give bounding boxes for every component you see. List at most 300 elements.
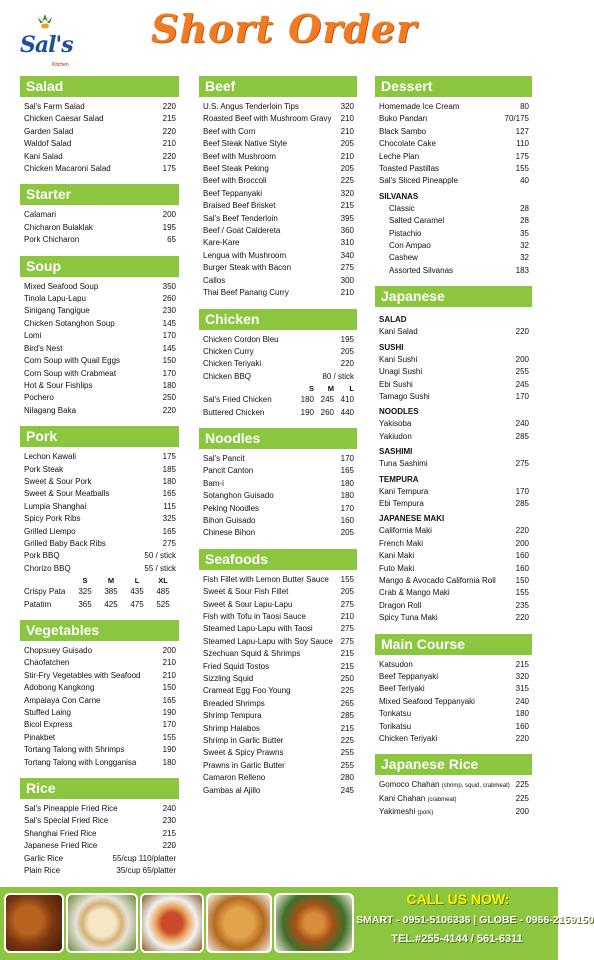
item-name: Chicken Cordon Bleu — [203, 334, 279, 344]
item-name: Kare-Kare — [203, 238, 240, 248]
item-name: Sweet & Sour Fish Fillet — [203, 587, 289, 597]
item-price: 255 — [340, 748, 354, 758]
item-name: Corn Soup with Crabmeat — [24, 368, 117, 378]
item-price: 275 — [162, 538, 176, 548]
menu-item — [20, 368, 179, 380]
item-price: 210 — [340, 288, 354, 298]
item-name: Mango & Avocado California Roll — [379, 575, 496, 585]
menu-item — [375, 431, 532, 443]
item-name: Tamago Sushi — [379, 391, 430, 401]
item-price: 310 — [340, 238, 354, 248]
item-price: 285 — [340, 711, 354, 721]
menu-item — [375, 366, 532, 378]
menu-item — [199, 698, 357, 710]
item-price: 180 — [162, 380, 176, 390]
item-price: 180 — [340, 491, 354, 501]
menu-item — [199, 346, 357, 358]
item-name: Spicy Pork Ribs — [24, 514, 81, 524]
item-price: 170 — [340, 503, 354, 513]
menu-item — [375, 696, 532, 708]
section-starter — [20, 184, 179, 246]
item-price: 150 — [162, 356, 176, 366]
menu-item — [20, 682, 179, 694]
menu-item — [20, 305, 179, 317]
food-photo-2 — [66, 893, 138, 953]
item-price: 225 — [340, 736, 354, 746]
item-name: Classic — [389, 203, 415, 213]
menu-item — [375, 671, 532, 683]
item-name: Steamed Lapu-Lapu with Taosi — [203, 624, 313, 634]
size-header — [199, 383, 357, 394]
menu-item — [20, 451, 179, 463]
item-price: 240 — [515, 696, 529, 706]
section-pork — [20, 426, 179, 611]
item-price: 285 — [515, 431, 529, 441]
item-name: Kani Maki — [379, 551, 415, 561]
menu-item — [375, 113, 532, 125]
item-name: Burger Steak with Bacon — [203, 263, 292, 273]
menu-item — [199, 334, 357, 346]
section-soup — [20, 256, 179, 417]
menu-item — [20, 138, 179, 150]
section-japanese-rice — [375, 754, 532, 819]
menu-item — [199, 478, 357, 490]
menu-item — [375, 458, 532, 470]
menu-item — [199, 407, 357, 419]
item-name: Mixed Seafood Soup — [24, 281, 99, 291]
item-price: 220 — [162, 405, 176, 415]
subsection-header: NOODLES — [379, 407, 419, 417]
item-price: 275 — [340, 624, 354, 634]
item-name: Lumpia Shanghai — [24, 501, 87, 511]
item-price: 80 — [520, 102, 529, 111]
menu-item — [199, 586, 357, 598]
item-price: 250 — [340, 674, 354, 684]
item-price: 32 — [520, 253, 529, 263]
item-name: Fish with Tofu in Taosi Sauce — [203, 612, 306, 621]
menu-item — [375, 575, 532, 587]
item-price: 215 — [340, 661, 354, 671]
menu-item — [199, 661, 357, 673]
item-price: 155 — [162, 732, 176, 742]
item-price: 200 — [162, 646, 176, 655]
item-name: Chaofatchen — [24, 658, 70, 668]
item-name: Chicken Macaroni Salad — [24, 164, 111, 174]
item-name: Sizzling Squid — [203, 674, 254, 684]
item-name: Adobong Kangkong — [24, 683, 95, 693]
menu-item — [199, 685, 357, 697]
item-price: 320 — [340, 188, 354, 198]
size-label: XL — [158, 576, 168, 586]
item-price: 275 — [340, 263, 354, 273]
item-name: Bam-i — [203, 478, 224, 488]
menu-item — [20, 281, 179, 293]
menu-item — [375, 587, 532, 599]
item-name: Ebi Tempura — [379, 498, 424, 508]
item-note: (pork) — [417, 810, 434, 817]
menu-item — [20, 318, 179, 330]
item-name: Black Sambo — [379, 126, 427, 136]
menu-item — [199, 710, 357, 722]
item-price: 275 — [340, 636, 354, 646]
menu-item — [199, 237, 357, 249]
item-price: 300 — [340, 275, 354, 285]
menu-item — [199, 490, 357, 502]
menu-item — [20, 586, 179, 598]
item-price: 170 — [162, 720, 176, 730]
menu-item — [375, 563, 532, 575]
item-price: 175 — [162, 164, 176, 174]
item-name: Pork BBQ — [24, 551, 60, 561]
item-price: 205 — [340, 587, 354, 597]
item-name: Lomi — [24, 331, 42, 341]
item-name: Callos — [203, 275, 226, 285]
item-name: Gomoco Chahan (shrimp, squid, crabmeat) — [379, 780, 510, 790]
menu-item — [20, 101, 179, 113]
menu-item — [20, 550, 179, 562]
item-name: Pinakbet — [24, 732, 56, 742]
section-japanese — [375, 286, 532, 624]
item-note: (crabmeat) — [427, 796, 457, 803]
item-name: Pistachio — [389, 228, 422, 238]
menu-item — [199, 262, 357, 274]
item-name: Assorted Silvanas — [389, 265, 454, 275]
menu-item — [375, 379, 532, 391]
menu-item — [20, 405, 179, 417]
menu-item — [20, 151, 179, 163]
item-price: 175 — [162, 452, 176, 462]
menu-item — [20, 209, 179, 221]
menu-item — [375, 708, 532, 720]
item-name: Leche Plan — [379, 151, 420, 161]
item-price: 150 — [515, 575, 529, 585]
item-name: Unagi Sushi — [379, 367, 423, 377]
item-price: 225 — [340, 686, 354, 696]
menu-item — [375, 486, 532, 498]
item-price: 50 / stick — [144, 551, 176, 561]
item-name: Garlic Rice — [24, 853, 64, 863]
menu-item — [20, 865, 179, 877]
item-name: Tortang Talong with Shrimps — [24, 745, 125, 755]
item-price: 200 — [162, 210, 176, 220]
item-name: Yakimeshi (pork) — [379, 807, 434, 817]
item-price: 180 — [340, 478, 354, 488]
menu-item — [199, 636, 357, 648]
item-price: 28 — [520, 203, 529, 213]
item-price: 230 — [162, 816, 176, 826]
item-name: Toasted Pastillas — [379, 164, 440, 174]
menu-item — [375, 600, 532, 612]
menu-item — [20, 670, 179, 682]
menu-column-1 — [20, 76, 179, 887]
menu-item — [199, 113, 357, 125]
menu-item — [375, 538, 532, 550]
item-price: 220 — [515, 734, 529, 744]
menu-item — [199, 250, 357, 262]
item-name: Peking Noodles — [203, 503, 260, 513]
menu-item — [199, 213, 357, 225]
menu-item — [199, 200, 357, 212]
item-name: Ebi Sushi — [379, 379, 413, 389]
menu-item — [20, 501, 179, 513]
item-price: 195 — [162, 222, 176, 232]
item-name: Kani Salad — [379, 327, 418, 337]
menu-item — [199, 785, 357, 797]
item-name: Kani Chahan (crabmeat) — [379, 793, 457, 803]
item-price: 225 — [515, 780, 529, 790]
footer-banner — [0, 887, 594, 960]
menu-item — [20, 840, 179, 852]
item-price: 320 — [340, 102, 354, 111]
menu-item — [20, 732, 179, 744]
menu-item — [375, 806, 532, 819]
item-name: Chicken Teriyaki — [379, 734, 438, 744]
item-price: 165 — [162, 489, 176, 499]
menu-item — [375, 326, 532, 338]
menu-item — [20, 222, 179, 234]
menu-item — [199, 623, 357, 635]
menu-item — [375, 138, 532, 150]
section-chicken — [199, 309, 357, 419]
menu-item — [199, 574, 357, 586]
item-price: 275 — [515, 459, 529, 469]
item-price: 55/cup 110/platter — [112, 853, 176, 863]
item-name: Szechuan Squid & Shrimps — [203, 649, 301, 659]
subsection-header: SILVANAS — [379, 191, 419, 201]
menu-column-3 — [375, 76, 532, 829]
item-price: 110 — [516, 139, 529, 149]
item-price: 183 — [515, 265, 529, 275]
item-price: 210 — [162, 139, 176, 149]
item-name: Sal's Fried Chicken — [203, 395, 272, 405]
item-price: 235 — [515, 600, 529, 610]
item-name: Beef Teriyaki — [379, 684, 425, 694]
menu-item — [375, 354, 532, 366]
item-name: Crispy Pata — [24, 587, 66, 597]
item-name: French Maki — [379, 538, 424, 548]
item-name: Buko Pandan — [379, 114, 428, 124]
menu-item — [20, 757, 179, 769]
menu-item — [20, 513, 179, 525]
item-name: Pork Chicharon — [24, 235, 80, 245]
menu-item — [199, 126, 357, 138]
item-price: 440 — [340, 407, 354, 417]
item-name: Fish Fillet with Lemon Butter Sauce — [203, 574, 329, 584]
menu-item — [20, 645, 179, 657]
item-price: 32 — [520, 241, 529, 251]
item-price: 190 — [162, 745, 176, 755]
page-title: Short Order — [150, 6, 418, 51]
item-price: 320 — [515, 672, 529, 681]
menu-item — [199, 465, 357, 477]
menu-item — [20, 163, 179, 175]
item-name: Chorizo BBQ — [24, 563, 71, 573]
item-name: Buttered Chicken — [203, 407, 265, 417]
food-photo-4 — [206, 893, 272, 953]
item-price: 127 — [515, 126, 529, 136]
menu-item — [199, 503, 357, 515]
menu-item — [20, 476, 179, 488]
item-price: 185 — [162, 464, 176, 474]
menu-item — [375, 779, 532, 792]
item-price: 165 — [162, 695, 176, 705]
section-header: Vegetables — [20, 620, 179, 641]
menu-item — [199, 673, 357, 685]
item-name: Japanese Fried Rice — [24, 841, 98, 851]
menu-item — [375, 721, 532, 733]
item-price: 215 — [162, 828, 176, 838]
menu-item — [199, 138, 357, 150]
item-name: Mixed Seafood Teppanyaki — [379, 696, 475, 706]
section-noodles — [199, 428, 357, 540]
item-price: 245 — [320, 395, 334, 405]
item-price: 210 — [162, 670, 176, 680]
item-name: Shrimp Tempura — [203, 711, 262, 721]
item-price: 150 — [162, 683, 176, 693]
item-price: 160 — [340, 515, 354, 525]
item-price: 255 — [515, 367, 529, 377]
menu-item — [199, 772, 357, 784]
size-label: M — [107, 576, 115, 586]
item-price: 220 — [515, 327, 529, 337]
item-name: Beef Steak Peking — [203, 164, 269, 174]
item-price: 250 — [162, 393, 176, 403]
item-name: U.S. Angus Tenderloin Tips — [203, 102, 299, 111]
phone-numbers: SMART - 0951-5106336 | GLOBE - 0966-2159150 — [356, 914, 594, 926]
item-price: 220 — [340, 359, 354, 369]
section-beef — [199, 76, 357, 300]
item-price: 210 — [340, 151, 354, 161]
menu-item — [20, 853, 179, 865]
item-price: 200 — [515, 354, 529, 364]
item-price: 180 — [162, 476, 176, 486]
item-name: Braised Beef Brisket — [203, 201, 276, 211]
item-price: 215 — [340, 649, 354, 659]
item-name: Gambas al Ajillo — [203, 785, 261, 795]
subsection-header: SALAD — [379, 315, 407, 325]
menu-item — [20, 563, 179, 575]
item-price: 55 / stick — [144, 563, 176, 573]
menu-item — [375, 391, 532, 403]
menu-item — [375, 498, 532, 510]
item-price: 170 — [340, 453, 354, 463]
item-price: 160 — [515, 721, 529, 731]
item-name: Shrimp Halabos — [203, 723, 260, 733]
item-name: Sal's Pancit — [203, 453, 245, 463]
item-name: Lechon Kawali — [24, 452, 77, 462]
item-price: 280 — [340, 773, 354, 783]
menu-column-2 — [199, 76, 357, 806]
menu-item — [199, 599, 357, 611]
menu-item — [199, 453, 357, 465]
item-price: 260 — [320, 407, 334, 417]
item-price: 35 — [520, 228, 529, 238]
menu-item — [20, 828, 179, 840]
menu-item — [375, 683, 532, 695]
section-dessert — [375, 76, 532, 277]
item-name: Stir-Fry Vegetables with Seafood — [24, 670, 141, 680]
item-name: Sweet & Sour Meatballs — [24, 489, 110, 499]
item-price: 170 — [162, 368, 176, 378]
section-rice — [20, 778, 179, 877]
item-price: 425 — [104, 599, 118, 609]
menu-item — [375, 659, 532, 671]
menu-item — [375, 215, 532, 227]
item-price: 245 — [515, 379, 529, 389]
item-name: Crab & Mango Maki — [379, 588, 450, 598]
item-price: 145 — [162, 343, 176, 353]
item-price: 240 — [515, 419, 529, 429]
item-price: 200 — [515, 807, 529, 817]
menu-item — [199, 648, 357, 660]
item-price: 225 — [340, 176, 354, 186]
section-header: Beef — [199, 76, 357, 97]
menu-item — [375, 733, 532, 745]
menu-item — [199, 760, 357, 772]
item-name: Thai Beef Panang Curry — [203, 288, 289, 298]
item-name: Sal's Pineapple Fried Rice — [24, 804, 118, 814]
menu-item — [375, 175, 532, 187]
item-name: Garden Salad — [24, 126, 74, 136]
item-name: Pancit Canton — [203, 466, 254, 476]
menu-item — [20, 657, 179, 669]
menu-item — [20, 707, 179, 719]
item-name: Shrimp in Garlic Butter — [203, 736, 284, 746]
menu-item — [20, 599, 179, 611]
item-name: Bihon Guisado — [203, 515, 256, 525]
menu-item — [20, 392, 179, 404]
section-salad — [20, 76, 179, 175]
menu-item — [20, 234, 179, 246]
menu-item — [375, 126, 532, 138]
menu-item — [20, 744, 179, 756]
item-price: 215 — [340, 201, 354, 211]
menu-item — [20, 113, 179, 125]
section-header: Salad — [20, 76, 179, 97]
item-price: 225 — [515, 793, 529, 803]
telephone-numbers: TEL.#255-4144 / 561-6311 — [391, 933, 523, 945]
item-price: 205 — [340, 139, 354, 149]
menu-item — [199, 515, 357, 527]
item-name: Bicol Express — [24, 720, 73, 730]
subsection-header: SUSHI — [379, 342, 404, 352]
section-header: Japanese — [375, 286, 532, 307]
item-name: Beef with Broccoli — [203, 176, 267, 186]
menu-item — [199, 188, 357, 200]
menu-item — [375, 203, 532, 215]
item-price: 190 — [300, 407, 314, 417]
item-price: 210 — [340, 612, 354, 621]
item-price: 115 — [163, 501, 176, 511]
item-name: Katsudon — [379, 659, 413, 669]
menu-item — [199, 394, 357, 406]
item-name: Chicharon Bulaklak — [24, 222, 93, 232]
item-name: Sweet & Sour Lapu-Lapu — [203, 599, 293, 609]
menu-item — [199, 735, 357, 747]
menu-item — [20, 126, 179, 138]
item-name: Roasted Beef with Mushroom Gravy — [203, 114, 332, 124]
item-price: 255 — [340, 760, 354, 770]
item-name: Patatim — [24, 599, 52, 609]
menu-item — [375, 612, 532, 624]
menu-item — [375, 525, 532, 537]
item-price: 175 — [515, 151, 529, 161]
item-price: 245 — [340, 785, 354, 795]
menu-item — [375, 228, 532, 240]
item-price: 220 — [162, 841, 176, 851]
item-price: 360 — [340, 226, 354, 236]
item-price: 145 — [162, 318, 176, 328]
